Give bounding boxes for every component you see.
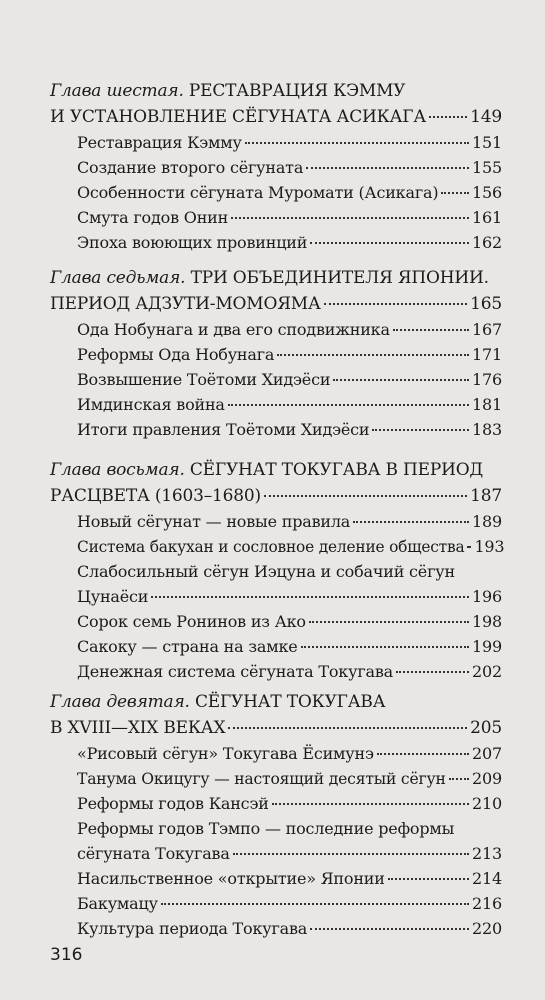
entry-page: 202	[472, 662, 502, 681]
entry-text: Реформы Ода Нобунага	[77, 345, 275, 364]
dot-leader	[277, 354, 469, 356]
entry-page: 162	[472, 233, 502, 252]
dot-leader	[151, 596, 469, 598]
chapter-title: РЕСТАВРАЦИЯ КЭММУ	[188, 81, 406, 101]
entry-text: Насильственное «открытие» Японии	[77, 869, 385, 888]
dot-leader	[324, 303, 468, 305]
toc-entry-multiline[interactable]	[50, 816, 502, 866]
toc-entry[interactable]	[50, 155, 502, 180]
entry-page: 196	[472, 587, 502, 606]
entry-text: «Рисовый сёгун» Токугава Ёсимунэ	[77, 744, 374, 763]
entry-text-cont: сёгуната Токугава	[77, 844, 230, 863]
toc-entry[interactable]	[50, 741, 502, 766]
entry-page: 207	[472, 744, 502, 763]
entry-page: 176	[472, 370, 502, 389]
entry-page: 213	[472, 844, 502, 863]
entry-text: Создание второго сёгуната	[77, 158, 304, 177]
dot-leader	[233, 853, 469, 855]
dot-leader	[245, 142, 469, 144]
toc-entry[interactable]	[50, 534, 505, 559]
chapter-page: 165	[470, 294, 502, 314]
dot-leader	[441, 192, 469, 194]
chapter-page: 205	[470, 718, 502, 738]
dot-leader	[228, 404, 469, 406]
toc-entry[interactable]	[50, 417, 502, 442]
entry-text: Сорок семь Ронинов из Ако	[77, 612, 306, 631]
chapter-6	[50, 78, 502, 255]
toc-entry[interactable]	[50, 180, 502, 205]
dot-leader	[396, 671, 469, 673]
dot-leader	[449, 778, 469, 780]
dot-leader	[388, 878, 469, 880]
entry-text: Особенности сёгуната Муромати (Асикага)	[77, 183, 439, 202]
entry-text: Возвышение Тоётоми Хидэёси	[77, 370, 331, 389]
entry-page: 189	[472, 512, 502, 531]
entry-text: Система бакухан и сословное деление общества	[77, 538, 465, 556]
chapter-label: Глава девятая.	[50, 692, 190, 712]
toc-entry[interactable]	[50, 634, 502, 659]
chapter-title-line-1	[50, 265, 502, 291]
chapter-9	[50, 689, 502, 941]
entry-text: Танума Окицугу — настоящий десятый сёгун	[77, 770, 446, 788]
chapter-title: СЁГУНАТ ТОКУГАВА В ПЕРИОД	[189, 460, 484, 480]
dot-leader	[228, 727, 467, 729]
toc-entry[interactable]	[50, 609, 502, 634]
entry-text: Реформы годов Тэмпо — последние реформы	[77, 819, 455, 838]
entry-text: Реставрация Кэмму	[77, 133, 242, 152]
chapter-8	[50, 457, 505, 684]
toc-entry[interactable]	[50, 342, 502, 367]
toc-entry-multiline[interactable]	[50, 559, 502, 609]
toc-entry[interactable]	[50, 891, 502, 916]
chapter-7	[50, 265, 502, 442]
toc-entry[interactable]	[50, 866, 502, 891]
entry-text: Новый сёгунат — новые правила	[77, 512, 351, 531]
chapter-label: Глава шестая.	[50, 81, 184, 101]
entry-page: 210	[472, 794, 502, 813]
entry-text: Итоги правления Тоётоми Хидэёси	[77, 420, 370, 439]
entry-text-cont: Цунаёси	[77, 587, 149, 606]
toc-entry[interactable]	[50, 130, 502, 155]
dot-leader	[272, 803, 469, 805]
page-number: 316	[50, 945, 83, 965]
chapter-label: Глава восьмая.	[50, 460, 185, 480]
toc-entry[interactable]	[50, 509, 502, 534]
dot-leader	[264, 495, 467, 497]
entry-page: 171	[472, 345, 502, 364]
chapter-title: ТРИ ОБЪЕДИНИТЕЛЯ ЯПОНИИ.	[190, 268, 489, 288]
toc-entry[interactable]	[50, 916, 502, 941]
toc-entry[interactable]	[50, 659, 502, 684]
entry-page: 214	[472, 869, 502, 888]
entry-page: 181	[472, 395, 502, 414]
chapter-page: 149	[470, 107, 502, 127]
dot-leader	[393, 329, 469, 331]
entry-page: 161	[472, 208, 502, 227]
entry-page: 193	[474, 537, 505, 556]
chapter-title-cont: РАСЦВЕТА (1603–1680)	[50, 486, 261, 506]
toc-entry[interactable]	[50, 392, 502, 417]
dot-leader	[372, 429, 469, 431]
chapter-label: Глава седьмая.	[50, 268, 186, 288]
entry-page: 216	[472, 894, 502, 913]
toc-entry[interactable]	[50, 791, 502, 816]
chapter-title-line-1	[50, 457, 502, 483]
entry-text: Ода Нобунага и два его сподвижника	[77, 320, 390, 339]
entry-text: Слабосильный сёгун Иэцуна и собачий сёгун	[77, 562, 455, 581]
dot-leader	[353, 521, 469, 523]
dot-leader	[429, 116, 467, 118]
entry-page: 220	[472, 919, 502, 938]
chapter-title-line-2[interactable]	[50, 715, 502, 741]
toc-entry[interactable]	[50, 367, 502, 392]
toc-entry[interactable]	[50, 317, 502, 342]
chapter-title-line-2[interactable]	[50, 483, 502, 509]
entry-text: Денежная система сёгуната Токугава	[77, 662, 393, 681]
chapter-page: 187	[470, 486, 502, 506]
entry-page: 199	[472, 637, 502, 656]
entry-text: Культура периода Токугава	[77, 919, 308, 938]
chapter-title-cont: ПЕРИОД АДЗУТИ-МОМОЯМА	[50, 294, 321, 314]
chapter-title-line-1	[50, 689, 502, 715]
entry-text: Имдинская война	[77, 395, 225, 414]
toc-entry[interactable]	[50, 766, 502, 791]
entry-page: 156	[472, 183, 502, 202]
entry-page: 155	[472, 158, 502, 177]
chapter-title-cont: И УСТАНОВЛЕНИЕ СЁГУНАТА АСИКАГА	[50, 107, 426, 127]
entry-text: Бакумацу	[77, 894, 158, 913]
dot-leader	[306, 167, 469, 169]
entry-page: 209	[472, 769, 502, 788]
entry-text: Реформы годов Кансэй	[77, 794, 269, 813]
dot-leader	[301, 646, 469, 648]
chapter-title-line-2[interactable]	[50, 104, 502, 130]
entry-page: 183	[472, 420, 502, 439]
dot-leader	[231, 217, 469, 219]
dot-leader	[309, 621, 469, 623]
toc-entry[interactable]	[50, 205, 502, 230]
dot-leader	[377, 753, 469, 755]
chapter-title: СЁГУНАТ ТОКУГАВА	[194, 692, 386, 712]
chapter-title-line-2[interactable]	[50, 291, 502, 317]
chapter-title-line-1	[50, 78, 502, 104]
entry-page: 198	[472, 612, 502, 631]
entry-page: 151	[472, 133, 502, 152]
entry-text: Сакоку — страна на замке	[77, 637, 298, 656]
dot-leader	[467, 546, 471, 548]
entry-page: 167	[472, 320, 502, 339]
entry-text: Смута годов Онин	[77, 208, 229, 227]
dot-leader	[333, 379, 469, 381]
dot-leader	[310, 928, 469, 930]
dot-leader	[310, 242, 469, 244]
dot-leader	[161, 903, 469, 905]
chapter-title-cont: В XVIII—XIX ВЕКАХ	[50, 718, 226, 738]
toc-entry[interactable]	[50, 230, 502, 255]
entry-text: Эпоха воюющих провинций	[77, 233, 308, 252]
